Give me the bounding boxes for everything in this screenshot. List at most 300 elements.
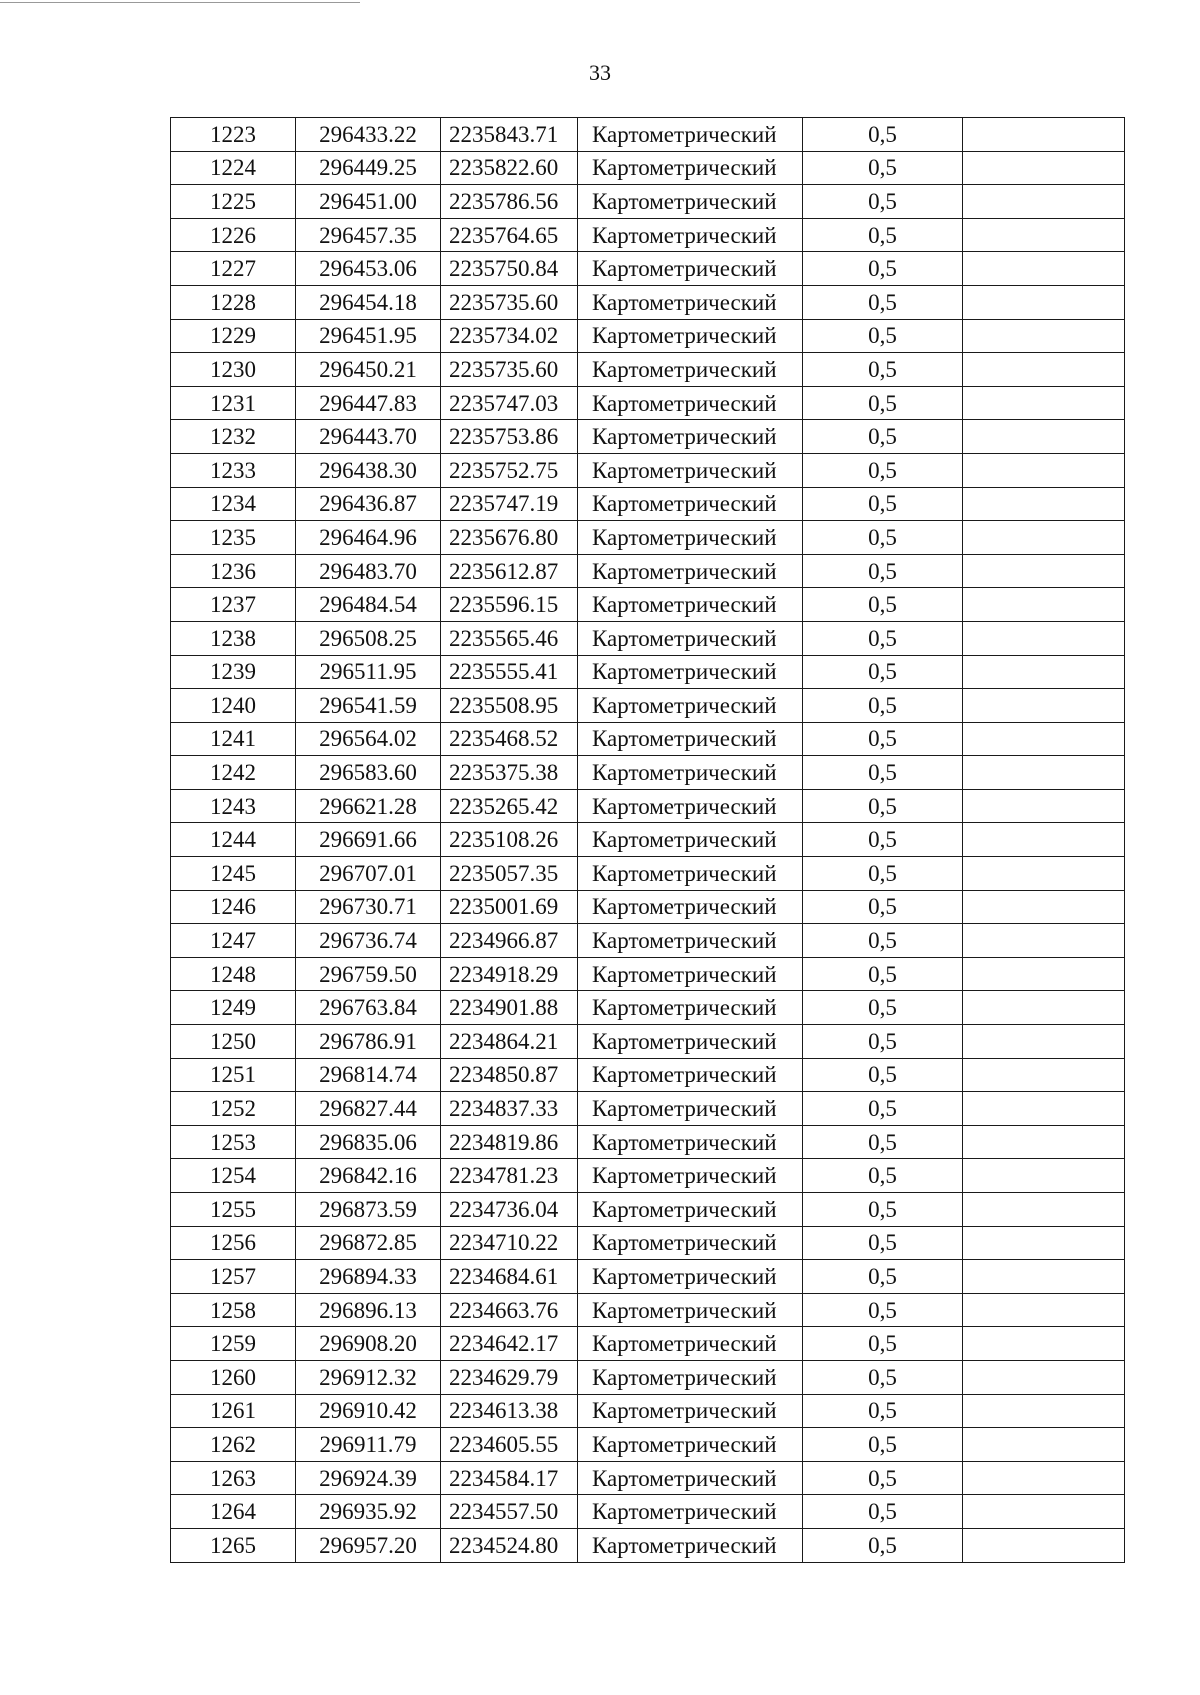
accuracy-cell: 0,5 [803,118,963,152]
method-cell: Картометрический [578,1226,803,1260]
point-number-cell: 1263 [171,1461,296,1495]
y-coordinate-cell: 2235612.87 [441,554,578,588]
y-coordinate-cell: 2234850.87 [441,1058,578,1092]
accuracy-cell: 0,5 [803,554,963,588]
accuracy-cell: 0,5 [803,1428,963,1462]
y-coordinate-cell: 2235786.56 [441,185,578,219]
point-number-cell: 1261 [171,1394,296,1428]
y-coordinate-cell: 2234966.87 [441,924,578,958]
note-cell [963,957,1125,991]
point-number-cell: 1250 [171,1025,296,1059]
table-row [171,957,1125,991]
y-coordinate-cell: 2235001.69 [441,890,578,924]
table-row [171,924,1125,958]
table-row [171,554,1125,588]
table-row [171,857,1125,891]
y-coordinate-cell: 2234864.21 [441,1025,578,1059]
x-coordinate-cell: 296896.13 [296,1293,441,1327]
y-coordinate-cell: 2234605.55 [441,1428,578,1462]
accuracy-cell: 0,5 [803,1058,963,1092]
table-row [171,118,1125,152]
point-number-cell: 1257 [171,1260,296,1294]
accuracy-cell: 0,5 [803,655,963,689]
y-coordinate-cell: 2235596.15 [441,588,578,622]
point-number-cell: 1241 [171,722,296,756]
x-coordinate-cell: 296451.95 [296,319,441,353]
method-cell: Картометрический [578,1058,803,1092]
accuracy-cell: 0,5 [803,588,963,622]
x-coordinate-cell: 296707.01 [296,857,441,891]
accuracy-cell: 0,5 [803,1159,963,1193]
method-cell: Картометрический [578,1125,803,1159]
point-number-cell: 1248 [171,957,296,991]
method-cell: Картометрический [578,621,803,655]
point-number-cell: 1233 [171,453,296,487]
note-cell [963,588,1125,622]
table-row [171,386,1125,420]
y-coordinate-cell: 2234629.79 [441,1360,578,1394]
accuracy-cell: 0,5 [803,722,963,756]
accuracy-cell: 0,5 [803,1495,963,1529]
point-number-cell: 1234 [171,487,296,521]
accuracy-cell: 0,5 [803,890,963,924]
point-number-cell: 1224 [171,151,296,185]
x-coordinate-cell: 296894.33 [296,1260,441,1294]
accuracy-cell: 0,5 [803,1327,963,1361]
note-cell [963,857,1125,891]
note-cell [963,789,1125,823]
method-cell: Картометрический [578,857,803,891]
method-cell: Картометрический [578,118,803,152]
table-row [171,1058,1125,1092]
y-coordinate-cell: 2235108.26 [441,823,578,857]
method-cell: Картометрический [578,722,803,756]
accuracy-cell: 0,5 [803,185,963,219]
point-number-cell: 1254 [171,1159,296,1193]
table-row [171,185,1125,219]
x-coordinate-cell: 296449.25 [296,151,441,185]
note-cell [963,1025,1125,1059]
method-cell: Картометрический [578,453,803,487]
table-row [171,1327,1125,1361]
x-coordinate-cell: 296842.16 [296,1159,441,1193]
accuracy-cell: 0,5 [803,756,963,790]
y-coordinate-cell: 2235735.60 [441,285,578,319]
method-cell: Картометрический [578,285,803,319]
table-row [171,252,1125,286]
accuracy-cell: 0,5 [803,1394,963,1428]
accuracy-cell: 0,5 [803,1528,963,1562]
x-coordinate-cell: 296450.21 [296,353,441,387]
note-cell [963,1461,1125,1495]
page-number: 33 [589,60,611,85]
table-row [171,285,1125,319]
table-row [171,1428,1125,1462]
y-coordinate-cell: 2235843.71 [441,118,578,152]
note-cell [963,386,1125,420]
method-cell: Картометрический [578,319,803,353]
x-coordinate-cell: 296508.25 [296,621,441,655]
x-coordinate-cell: 296814.74 [296,1058,441,1092]
method-cell: Картометрический [578,1360,803,1394]
accuracy-cell: 0,5 [803,151,963,185]
y-coordinate-cell: 2234584.17 [441,1461,578,1495]
table-row [171,1461,1125,1495]
x-coordinate-cell: 296464.96 [296,521,441,555]
x-coordinate-cell: 296872.85 [296,1226,441,1260]
note-cell [963,487,1125,521]
point-number-cell: 1242 [171,756,296,790]
y-coordinate-cell: 2235676.80 [441,521,578,555]
method-cell: Картометрический [578,823,803,857]
point-number-cell: 1247 [171,924,296,958]
x-coordinate-cell: 296483.70 [296,554,441,588]
table-row [171,1293,1125,1327]
table-row [171,521,1125,555]
point-number-cell: 1236 [171,554,296,588]
method-cell: Картометрический [578,1327,803,1361]
y-coordinate-cell: 2235735.60 [441,353,578,387]
note-cell [963,185,1125,219]
accuracy-cell: 0,5 [803,521,963,555]
point-number-cell: 1255 [171,1193,296,1227]
y-coordinate-cell: 2235565.46 [441,621,578,655]
note-cell [963,1394,1125,1428]
note-cell [963,890,1125,924]
point-number-cell: 1243 [171,789,296,823]
y-coordinate-cell: 2234918.29 [441,957,578,991]
point-number-cell: 1244 [171,823,296,857]
y-coordinate-cell: 2235265.42 [441,789,578,823]
table-row [171,1260,1125,1294]
accuracy-cell: 0,5 [803,1193,963,1227]
y-coordinate-cell: 2235764.65 [441,218,578,252]
method-cell: Картометрический [578,252,803,286]
y-coordinate-cell: 2235555.41 [441,655,578,689]
note-cell [963,420,1125,454]
note-cell [963,1226,1125,1260]
x-coordinate-cell: 296583.60 [296,756,441,790]
x-coordinate-cell: 296924.39 [296,1461,441,1495]
method-cell: Картометрический [578,1025,803,1059]
point-number-cell: 1227 [171,252,296,286]
x-coordinate-cell: 296436.87 [296,487,441,521]
table-row [171,1394,1125,1428]
accuracy-cell: 0,5 [803,453,963,487]
method-cell: Картометрический [578,1293,803,1327]
accuracy-cell: 0,5 [803,991,963,1025]
y-coordinate-cell: 2234710.22 [441,1226,578,1260]
point-number-cell: 1253 [171,1125,296,1159]
point-number-cell: 1264 [171,1495,296,1529]
method-cell: Картометрический [578,991,803,1025]
y-coordinate-cell: 2235822.60 [441,151,578,185]
x-coordinate-cell: 296447.83 [296,386,441,420]
accuracy-cell: 0,5 [803,857,963,891]
point-number-cell: 1240 [171,689,296,723]
point-number-cell: 1225 [171,185,296,219]
table-row [171,689,1125,723]
accuracy-cell: 0,5 [803,218,963,252]
note-cell [963,218,1125,252]
x-coordinate-cell: 296484.54 [296,588,441,622]
table-row [171,1226,1125,1260]
note-cell [963,1528,1125,1562]
point-number-cell: 1256 [171,1226,296,1260]
note-cell [963,453,1125,487]
note-cell [963,1260,1125,1294]
accuracy-cell: 0,5 [803,823,963,857]
x-coordinate-cell: 296736.74 [296,924,441,958]
note-cell [963,1360,1125,1394]
method-cell: Картометрический [578,924,803,958]
accuracy-cell: 0,5 [803,319,963,353]
method-cell: Картометрический [578,1461,803,1495]
point-number-cell: 1246 [171,890,296,924]
table-row [171,353,1125,387]
method-cell: Картометрический [578,789,803,823]
method-cell: Картометрический [578,1428,803,1462]
method-cell: Картометрический [578,218,803,252]
table-row [171,1125,1125,1159]
method-cell: Картометрический [578,588,803,622]
y-coordinate-cell: 2234613.38 [441,1394,578,1428]
accuracy-cell: 0,5 [803,1360,963,1394]
accuracy-cell: 0,5 [803,1025,963,1059]
note-cell [963,756,1125,790]
accuracy-cell: 0,5 [803,285,963,319]
method-cell: Картометрический [578,1495,803,1529]
method-cell: Картометрический [578,1260,803,1294]
accuracy-cell: 0,5 [803,789,963,823]
x-coordinate-cell: 296457.35 [296,218,441,252]
accuracy-cell: 0,5 [803,1293,963,1327]
accuracy-cell: 0,5 [803,1461,963,1495]
coordinates-table [170,117,1125,1563]
table-row [171,1025,1125,1059]
accuracy-cell: 0,5 [803,487,963,521]
point-number-cell: 1265 [171,1528,296,1562]
coordinates-table-body [171,118,1125,1563]
accuracy-cell: 0,5 [803,1260,963,1294]
point-number-cell: 1237 [171,588,296,622]
accuracy-cell: 0,5 [803,252,963,286]
note-cell [963,1092,1125,1126]
method-cell: Картометрический [578,151,803,185]
point-number-cell: 1259 [171,1327,296,1361]
point-number-cell: 1231 [171,386,296,420]
accuracy-cell: 0,5 [803,353,963,387]
y-coordinate-cell: 2235508.95 [441,689,578,723]
note-cell [963,151,1125,185]
table-row [171,991,1125,1025]
x-coordinate-cell: 296910.42 [296,1394,441,1428]
x-coordinate-cell: 296835.06 [296,1125,441,1159]
method-cell: Картометрический [578,185,803,219]
x-coordinate-cell: 296912.32 [296,1360,441,1394]
method-cell: Картометрический [578,756,803,790]
point-number-cell: 1238 [171,621,296,655]
x-coordinate-cell: 296873.59 [296,1193,441,1227]
note-cell [963,621,1125,655]
y-coordinate-cell: 2235752.75 [441,453,578,487]
y-coordinate-cell: 2234642.17 [441,1327,578,1361]
method-cell: Картометрический [578,1193,803,1227]
y-coordinate-cell: 2234684.61 [441,1260,578,1294]
x-coordinate-cell: 296759.50 [296,957,441,991]
method-cell: Картометрический [578,655,803,689]
point-number-cell: 1249 [171,991,296,1025]
note-cell [963,1428,1125,1462]
y-coordinate-cell: 2234524.80 [441,1528,578,1562]
x-coordinate-cell: 296621.28 [296,789,441,823]
note-cell [963,521,1125,555]
point-number-cell: 1260 [171,1360,296,1394]
accuracy-cell: 0,5 [803,957,963,991]
x-coordinate-cell: 296451.00 [296,185,441,219]
note-cell [963,1293,1125,1327]
point-number-cell: 1229 [171,319,296,353]
method-cell: Картометрический [578,554,803,588]
accuracy-cell: 0,5 [803,689,963,723]
table-row [171,218,1125,252]
method-cell: Картометрический [578,353,803,387]
point-number-cell: 1245 [171,857,296,891]
note-cell [963,655,1125,689]
method-cell: Картометрический [578,420,803,454]
point-number-cell: 1228 [171,285,296,319]
accuracy-cell: 0,5 [803,1125,963,1159]
table-row [171,655,1125,689]
y-coordinate-cell: 2235057.35 [441,857,578,891]
y-coordinate-cell: 2235753.86 [441,420,578,454]
note-cell [963,1327,1125,1361]
y-coordinate-cell: 2234837.33 [441,1092,578,1126]
point-number-cell: 1239 [171,655,296,689]
x-coordinate-cell: 296911.79 [296,1428,441,1462]
table-row [171,487,1125,521]
note-cell [963,1159,1125,1193]
point-number-cell: 1251 [171,1058,296,1092]
x-coordinate-cell: 296827.44 [296,1092,441,1126]
table-row [171,621,1125,655]
table-row [171,1528,1125,1562]
table-row [171,1159,1125,1193]
y-coordinate-cell: 2234901.88 [441,991,578,1025]
y-coordinate-cell: 2235468.52 [441,722,578,756]
x-coordinate-cell: 296935.92 [296,1495,441,1529]
note-cell [963,554,1125,588]
table-row [171,722,1125,756]
x-coordinate-cell: 296438.30 [296,453,441,487]
accuracy-cell: 0,5 [803,1226,963,1260]
y-coordinate-cell: 2235375.38 [441,756,578,790]
note-cell [963,118,1125,152]
method-cell: Картометрический [578,1159,803,1193]
x-coordinate-cell: 296433.22 [296,118,441,152]
note-cell [963,353,1125,387]
table-row [171,1360,1125,1394]
method-cell: Картометрический [578,1528,803,1562]
x-coordinate-cell: 296786.91 [296,1025,441,1059]
accuracy-cell: 0,5 [803,1092,963,1126]
y-coordinate-cell: 2235747.19 [441,487,578,521]
x-coordinate-cell: 296763.84 [296,991,441,1025]
accuracy-cell: 0,5 [803,924,963,958]
x-coordinate-cell: 296541.59 [296,689,441,723]
method-cell: Картометрический [578,689,803,723]
table-row [171,756,1125,790]
note-cell [963,1125,1125,1159]
table-row [171,789,1125,823]
table-row [171,319,1125,353]
x-coordinate-cell: 296564.02 [296,722,441,756]
x-coordinate-cell: 296443.70 [296,420,441,454]
y-coordinate-cell: 2235750.84 [441,252,578,286]
point-number-cell: 1230 [171,353,296,387]
x-coordinate-cell: 296691.66 [296,823,441,857]
accuracy-cell: 0,5 [803,621,963,655]
method-cell: Картометрический [578,487,803,521]
method-cell: Картометрический [578,957,803,991]
note-cell [963,285,1125,319]
y-coordinate-cell: 2234819.86 [441,1125,578,1159]
note-cell [963,722,1125,756]
method-cell: Картометрический [578,1092,803,1126]
table-row [171,453,1125,487]
table-row [171,420,1125,454]
y-coordinate-cell: 2235734.02 [441,319,578,353]
table-row [171,890,1125,924]
point-number-cell: 1226 [171,218,296,252]
point-number-cell: 1223 [171,118,296,152]
method-cell: Картометрический [578,890,803,924]
note-cell [963,252,1125,286]
x-coordinate-cell: 296453.06 [296,252,441,286]
accuracy-cell: 0,5 [803,386,963,420]
note-cell [963,924,1125,958]
point-number-cell: 1235 [171,521,296,555]
y-coordinate-cell: 2234781.23 [441,1159,578,1193]
note-cell [963,991,1125,1025]
table-row [171,588,1125,622]
scan-edge-line [0,2,360,3]
accuracy-cell: 0,5 [803,420,963,454]
y-coordinate-cell: 2235747.03 [441,386,578,420]
note-cell [963,689,1125,723]
note-cell [963,1495,1125,1529]
y-coordinate-cell: 2234663.76 [441,1293,578,1327]
method-cell: Картометрический [578,1394,803,1428]
x-coordinate-cell: 296957.20 [296,1528,441,1562]
coordinates-table-container [170,117,1124,1563]
note-cell [963,823,1125,857]
table-row [171,1193,1125,1227]
method-cell: Картометрический [578,521,803,555]
method-cell: Картометрический [578,386,803,420]
point-number-cell: 1258 [171,1293,296,1327]
note-cell [963,1058,1125,1092]
y-coordinate-cell: 2234557.50 [441,1495,578,1529]
note-cell [963,1193,1125,1227]
point-number-cell: 1232 [171,420,296,454]
y-coordinate-cell: 2234736.04 [441,1193,578,1227]
table-row [171,1092,1125,1126]
x-coordinate-cell: 296908.20 [296,1327,441,1361]
note-cell [963,319,1125,353]
x-coordinate-cell: 296511.95 [296,655,441,689]
point-number-cell: 1252 [171,1092,296,1126]
